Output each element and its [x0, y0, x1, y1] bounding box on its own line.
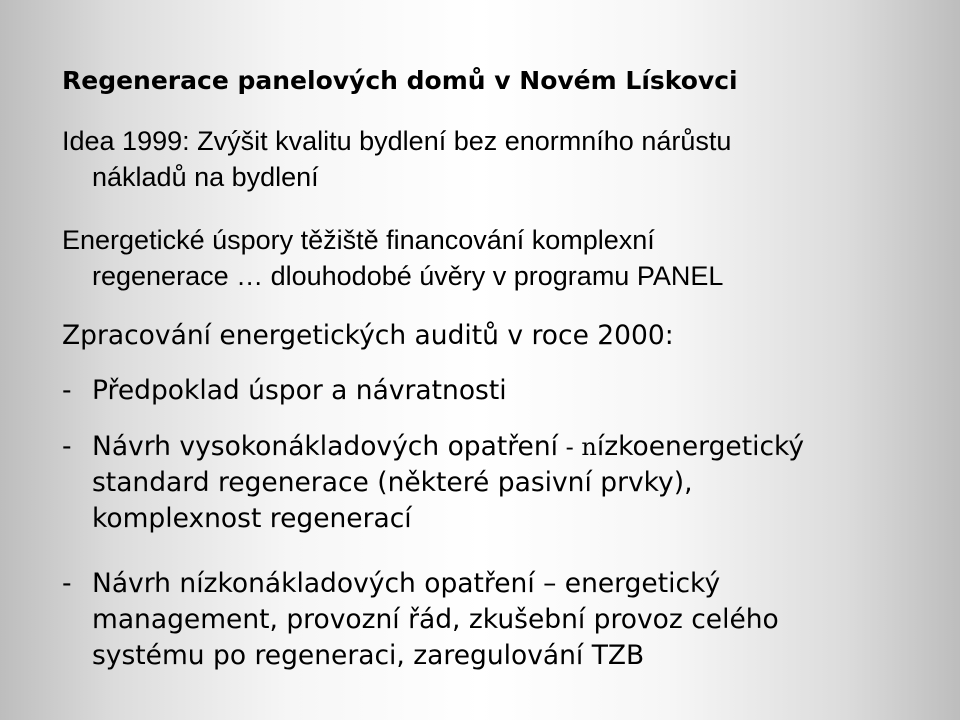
paragraph-energy-savings — [62, 222, 723, 294]
bullet-dash: - — [62, 431, 72, 462]
bullet-text: Předpoklad úspor a návratnosti — [92, 375, 507, 406]
paragraph-line: Zpracování energetických auditů v roce 2000: — [62, 320, 674, 351]
paragraph-line: systému po regeneraci, zaregulování TZB — [92, 640, 645, 671]
bullet-savings — [62, 373, 507, 409]
paragraph-line: komplexnost regenerací — [92, 503, 412, 534]
paragraph-line: Energetické úspory těžiště financování komplexní — [62, 225, 655, 255]
bullet-high-cost-measures — [62, 429, 804, 537]
bullet-text: Návrh nízkonákladových opatření – energetický — [92, 568, 721, 599]
bullet-dash: - — [62, 568, 72, 599]
paragraph-line: management, provozní řád, zkušební provoz celého — [92, 604, 779, 635]
paragraph-line: standard regenerace (některé pasivní prvky), — [92, 467, 693, 498]
bullet-dash: - — [62, 375, 72, 406]
paragraph-audits — [62, 318, 674, 354]
slide-title: Regenerace panelových domů v Novém Lískovci — [62, 66, 738, 95]
paragraph-line: Idea 1999: Zvýšit kvalitu bydlení bez enormního nárůstu — [62, 126, 732, 156]
bullet-text-serif-fragment: - n — [558, 433, 597, 461]
paragraph-line: regenerace … dlouhodobé úvěry v programu PANEL — [92, 261, 724, 291]
bullet-line — [62, 429, 804, 465]
paragraph-line: nákladů na bydlení — [92, 162, 319, 192]
bullet-text: Návrh vysokonákladových opatření — [92, 431, 559, 462]
bullet-low-cost-measures — [62, 566, 779, 674]
paragraph-idea — [62, 123, 731, 195]
bullet-line — [62, 566, 779, 602]
bullet-line — [62, 373, 507, 409]
bullet-text: ízkoenergetický — [596, 431, 805, 462]
